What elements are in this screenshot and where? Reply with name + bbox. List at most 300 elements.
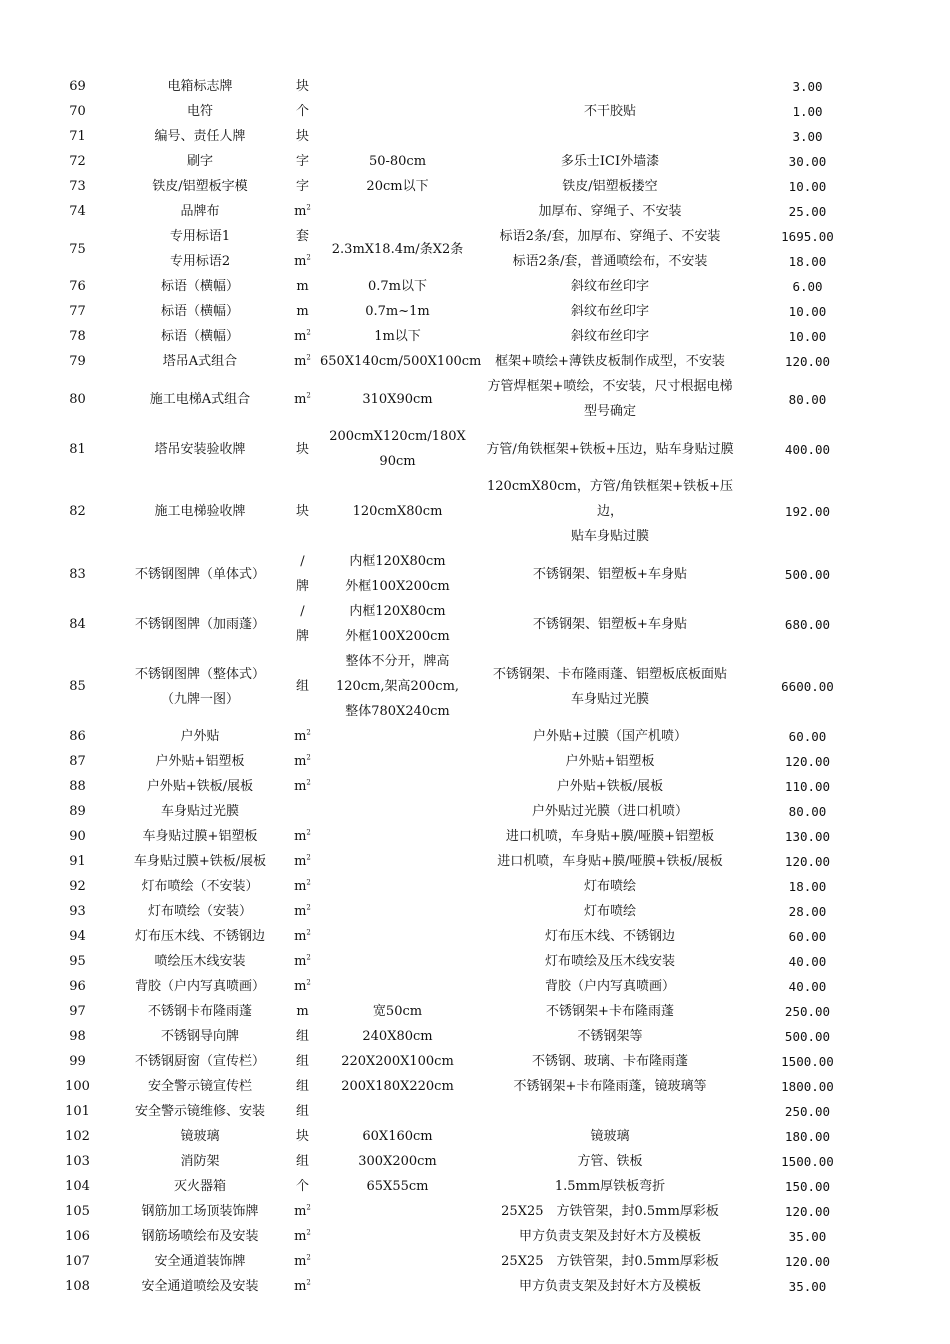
item-unit: $m^2$	[294, 878, 311, 894]
unit-superscript: 2	[306, 328, 311, 337]
item-description: 甲方负责支架及封好木方及模板	[518, 1229, 701, 1244]
item-unit: 字	[295, 179, 309, 194]
item-name: 喷绘压木线安装	[154, 954, 246, 969]
item-number: 69	[69, 79, 86, 94]
item-name: 不锈钢图牌（加雨蓬）	[134, 616, 265, 632]
item-unit: $m^2$	[294, 828, 311, 844]
item-number: 89	[69, 804, 86, 819]
item-name: 车身贴过膜+铝塑板	[142, 829, 258, 844]
table-row	[40, 1074, 870, 1099]
item-number: 107	[65, 1254, 90, 1269]
item-number: 101	[65, 1104, 90, 1119]
item-price: 10.00	[788, 304, 827, 319]
item-name: 塔吊A式组合	[162, 354, 238, 369]
item-number: 106	[65, 1229, 90, 1244]
table-row	[40, 1174, 870, 1199]
item-unit-line: /	[300, 604, 305, 619]
item-name-line: 不锈钢图牌（整体式）	[134, 666, 265, 682]
item-number: 73	[69, 179, 86, 194]
unit-superscript: 2	[306, 903, 311, 912]
item-spec	[320, 549, 475, 599]
item-description: 铁皮/铝塑板搂空	[562, 179, 658, 194]
item-description: 多乐士ICI外墙漆	[560, 154, 660, 169]
unit-superscript: 2	[306, 828, 311, 837]
table-row	[40, 649, 870, 724]
table-row	[40, 1124, 870, 1149]
item-description-line: 车身贴过光膜	[570, 691, 649, 707]
item-price: 6600.00	[781, 679, 834, 694]
item-number: 70	[69, 104, 86, 119]
item-number: 82	[69, 504, 86, 519]
item-description: 框架+喷绘+薄铁皮板制作成型，不安装	[495, 354, 725, 369]
item-name: 电箱标志牌	[167, 79, 233, 94]
item-description: 不干胶贴	[583, 104, 636, 119]
item-price: 680.00	[784, 616, 831, 632]
item-spec: 65X55cm	[366, 1179, 429, 1194]
item-price: 400.00	[784, 441, 831, 457]
item-spec-line: 外框100X200cm	[345, 629, 450, 644]
table-row	[40, 749, 870, 774]
item-spec: 60X160cm	[362, 1129, 433, 1144]
item-name: 钢筋场喷绘布及安装	[141, 1229, 259, 1244]
table-row	[40, 949, 870, 974]
item-price: 10.00	[788, 329, 827, 344]
item-name-line: 专用标语1	[169, 229, 231, 244]
item-price: 35.00	[788, 1229, 827, 1244]
unit-superscript: 2	[306, 953, 311, 962]
item-unit: m	[296, 1004, 309, 1019]
item-price: 25.00	[788, 204, 827, 219]
item-unit-line: 套	[295, 229, 309, 244]
item-unit: 组	[295, 1029, 309, 1044]
item-price: 80.00	[788, 804, 827, 819]
item-name: 刷字	[186, 154, 213, 169]
item-description-line: 标语2条/套，普通喷绘布，不安装	[512, 254, 708, 269]
item-spec: 20cm以下	[366, 179, 429, 194]
item-price: 120.00	[784, 754, 831, 769]
item-number: 100	[65, 1079, 90, 1094]
item-description: 灯布压木线、不锈钢边	[544, 929, 675, 944]
item-number: 95	[69, 954, 86, 969]
item-number: 80	[69, 391, 86, 407]
item-description: 灯布喷绘	[583, 904, 636, 919]
item-unit: $m^2$	[294, 928, 311, 944]
table-row	[40, 774, 870, 799]
item-name: 编号、责任人牌	[154, 129, 246, 144]
item-number: 79	[69, 354, 86, 369]
item-price: 40.00	[788, 954, 827, 969]
item-price: 120.00	[784, 854, 831, 869]
item-description: 不锈钢架等	[577, 1029, 643, 1044]
table-row	[40, 274, 870, 299]
item-unit: 块	[295, 1129, 309, 1144]
item-description-line: 贴车身贴过膜	[570, 529, 649, 544]
item-description	[475, 224, 745, 274]
item-price: 1500.00	[781, 1154, 834, 1169]
item-spec-line: 整体780X240cm	[345, 704, 450, 719]
table-row	[40, 1274, 870, 1299]
item-name: 安全通道喷绘及安装	[141, 1279, 259, 1294]
item-description: 斜纹布丝印字	[570, 279, 649, 294]
item-price: 28.00	[788, 904, 827, 919]
table-row	[40, 324, 870, 349]
item-price: 180.00	[784, 1129, 831, 1144]
item-spec: 50-80cm	[368, 154, 427, 169]
item-spec-line: 外框100X200cm	[345, 579, 450, 594]
item-spec-line: 90cm	[379, 454, 416, 469]
unit-superscript: 2	[306, 778, 311, 787]
item-spec	[320, 649, 475, 724]
table-row	[40, 149, 870, 174]
item-spec: 宽50cm	[372, 1004, 423, 1019]
item-spec: 200X180X220cm	[341, 1079, 454, 1094]
item-price: 130.00	[784, 829, 831, 844]
item-unit: $m^2$	[294, 353, 311, 369]
item-description: 不锈钢架+卡布隆雨蓬	[546, 1004, 674, 1019]
item-price: 60.00	[788, 929, 827, 944]
item-unit-line: $m^2$	[294, 253, 311, 269]
item-number: 74	[69, 204, 86, 219]
unit-superscript: 2	[306, 1253, 311, 1262]
item-name	[115, 224, 285, 274]
item-price: 120.00	[784, 1204, 831, 1219]
item-name: 钢筋加工场顶装饰牌	[141, 1204, 259, 1219]
table-row	[40, 349, 870, 374]
table-row	[40, 724, 870, 749]
item-price: 3.00	[792, 129, 823, 144]
item-price: 1500.00	[781, 1054, 834, 1069]
table-row	[40, 999, 870, 1024]
item-number: 108	[65, 1279, 90, 1294]
item-name: 电符	[186, 104, 213, 119]
item-unit-line: 牌	[295, 629, 309, 644]
item-number: 93	[69, 904, 86, 919]
table-row	[40, 1024, 870, 1049]
item-description-line: 120cmX80cm，方管/角铁框架+铁板+压边，	[487, 479, 733, 519]
item-price-line: 18.00	[788, 254, 827, 269]
item-unit: 组	[295, 1054, 309, 1069]
item-spec: 0.7m~1m	[365, 304, 430, 319]
item-number: 92	[69, 879, 86, 894]
table-row	[40, 74, 870, 99]
table-row	[40, 199, 870, 224]
unit-superscript: 2	[306, 203, 311, 212]
item-unit: m	[296, 279, 309, 294]
item-unit: 块	[295, 504, 309, 519]
table-row	[40, 1149, 870, 1174]
item-description	[475, 374, 745, 424]
item-description: 不锈钢架、铝塑板+车身贴	[533, 616, 687, 632]
item-spec-line: 内框120X80cm	[349, 604, 446, 619]
item-name: 车身贴过膜+铁板/展板	[133, 854, 267, 869]
item-spec-line: 120cm,架高200cm,	[335, 679, 460, 694]
item-unit: $m^2$	[294, 728, 311, 744]
item-number: 75	[69, 241, 86, 257]
item-unit: 组	[295, 1154, 309, 1169]
item-description: 方管/角铁框架+铁板+压边，贴车身贴过膜	[486, 441, 734, 457]
unit-superscript: 2	[306, 1203, 311, 1212]
item-price: 80.00	[788, 391, 827, 407]
item-description: 加厚布、穿绳子、不安装	[538, 204, 682, 219]
item-unit-line: 牌	[295, 579, 309, 594]
item-name: 不锈钢图牌（单体式）	[134, 566, 265, 582]
item-number: 96	[69, 979, 86, 994]
item-price-line: 1695.00	[781, 229, 834, 244]
item-number: 77	[69, 304, 86, 319]
item-price: 1.00	[792, 104, 823, 119]
item-price: 40.00	[788, 979, 827, 994]
table-row	[40, 124, 870, 149]
item-spec: 220X200X100cm	[341, 1054, 454, 1069]
table-row	[40, 174, 870, 199]
item-description: 不锈钢架、铝塑板+车身贴	[533, 566, 687, 582]
item-description: 灯布喷绘	[583, 879, 636, 894]
item-name	[115, 662, 285, 712]
item-price: 250.00	[784, 1104, 831, 1119]
item-price: 150.00	[784, 1179, 831, 1194]
item-name: 灯布喷绘（安装）	[147, 904, 252, 919]
unit-superscript: 2	[306, 728, 311, 737]
table-row	[40, 224, 870, 274]
item-unit	[285, 549, 320, 599]
item-description: 灯布喷绘及压木线安装	[544, 954, 675, 969]
item-spec	[320, 424, 475, 474]
item-description: 25X25 方铁管架，封0.5mm厚彩板	[501, 1204, 719, 1219]
item-number: 83	[69, 566, 86, 582]
unit-superscript: 2	[306, 1228, 311, 1237]
item-description-line: 方管焊框架+喷绘，不安装，尺寸根据电梯	[487, 379, 733, 394]
table-row	[40, 474, 870, 549]
item-unit: $m^2$	[294, 328, 311, 344]
item-spec: 240X80cm	[362, 1029, 433, 1044]
item-name-line: 专用标语2	[169, 254, 231, 269]
item-number: 90	[69, 829, 86, 844]
item-description-line: 不锈钢架、卡布隆雨蓬、铝塑板底板面贴	[492, 666, 727, 682]
item-unit: $m^2$	[294, 1278, 311, 1294]
unit-superscript: 2	[306, 878, 311, 887]
unit-superscript: 2	[306, 1278, 311, 1287]
item-unit: 块	[295, 441, 309, 457]
unit-superscript: 2	[306, 853, 311, 862]
unit-superscript: 2	[306, 253, 311, 262]
item-description: 进口机喷，车身贴+膜/哑膜+铁板/展板	[497, 854, 723, 869]
table-row	[40, 299, 870, 324]
table-row	[40, 799, 870, 824]
item-unit: $m^2$	[294, 903, 311, 919]
item-price: 500.00	[784, 1029, 831, 1044]
item-unit: $m^2$	[294, 1228, 311, 1244]
item-name: 灯布压木线、不锈钢边	[134, 929, 265, 944]
table-row	[40, 99, 870, 124]
item-spec: 0.7m以下	[367, 279, 427, 294]
table-row	[40, 824, 870, 849]
table-row	[40, 599, 870, 649]
item-name: 户外贴+铝塑板	[155, 754, 245, 769]
item-price: 6.00	[792, 279, 823, 294]
item-unit: 个	[295, 104, 309, 119]
item-spec	[320, 599, 475, 649]
item-spec-line: 内框120X80cm	[349, 554, 446, 569]
item-name: 品牌布	[180, 204, 220, 219]
item-unit: $m^2$	[294, 953, 311, 969]
table-row	[40, 974, 870, 999]
item-name: 安全警示镜宣传栏	[147, 1079, 252, 1094]
table-row	[40, 924, 870, 949]
item-number: 99	[69, 1054, 86, 1069]
item-name: 户外贴	[180, 729, 220, 744]
item-price: 30.00	[788, 154, 827, 169]
item-name: 灯布喷绘（不安装）	[141, 879, 259, 894]
item-number: 78	[69, 329, 86, 344]
item-unit: 组	[295, 1104, 309, 1119]
item-number: 76	[69, 279, 86, 294]
table-row	[40, 874, 870, 899]
item-unit: $m^2$	[294, 853, 311, 869]
item-unit: $m^2$	[294, 391, 311, 407]
table-row	[40, 1224, 870, 1249]
item-number: 103	[65, 1154, 90, 1169]
item-description: 1.5mm厚铁板弯折	[554, 1179, 666, 1194]
item-number: 91	[69, 854, 86, 869]
table-row	[40, 1199, 870, 1224]
item-unit: 组	[295, 679, 309, 694]
item-number: 98	[69, 1029, 86, 1044]
unit-superscript: 2	[306, 928, 311, 937]
item-number: 81	[69, 441, 86, 457]
table-row	[40, 1099, 870, 1124]
item-name: 不锈钢卡布隆雨蓬	[147, 1004, 252, 1019]
item-price: 120.00	[784, 1254, 831, 1269]
item-name: 镜玻璃	[180, 1129, 220, 1144]
item-description: 户外贴过光膜（进口机喷）	[531, 804, 688, 819]
table-row	[40, 424, 870, 474]
item-number: 72	[69, 154, 86, 169]
item-number: 88	[69, 779, 86, 794]
item-price: 500.00	[784, 566, 831, 582]
item-price: 35.00	[788, 1279, 827, 1294]
item-unit	[285, 224, 320, 274]
item-number: 85	[69, 679, 86, 694]
item-unit: $m^2$	[294, 203, 311, 219]
item-unit: 字	[295, 154, 309, 169]
item-unit: m	[296, 304, 309, 319]
item-description: 不锈钢、玻璃、卡布隆雨蓬	[531, 1054, 688, 1069]
item-number: 104	[65, 1179, 90, 1194]
table-row	[40, 1249, 870, 1274]
item-description	[475, 474, 745, 549]
item-unit: $m^2$	[294, 1203, 311, 1219]
item-unit: 块	[295, 79, 309, 94]
item-description: 镜玻璃	[590, 1129, 630, 1144]
item-spec: 650X140cm/500X100cm	[320, 354, 482, 369]
item-unit	[285, 599, 320, 649]
unit-superscript: 2	[306, 391, 311, 400]
item-unit: $m^2$	[294, 978, 311, 994]
unit-superscript: 2	[306, 978, 311, 987]
item-name: 铁皮/铝塑板字模	[152, 179, 248, 194]
item-price: 60.00	[788, 729, 827, 744]
item-spec: 300X200cm	[358, 1154, 437, 1169]
table-row	[40, 899, 870, 924]
item-unit: $m^2$	[294, 778, 311, 794]
item-name: 安全通道装饰牌	[154, 1254, 246, 1269]
item-number: 102	[65, 1129, 90, 1144]
item-description-line: 标语2条/套，加厚布、穿绳子、不安装	[499, 229, 721, 244]
item-name: 安全警示镜维修、安装	[134, 1104, 265, 1119]
item-unit: 组	[295, 1079, 309, 1094]
item-name: 消防架	[180, 1154, 220, 1169]
item-price: 18.00	[788, 879, 827, 894]
item-price: 1800.00	[781, 1079, 834, 1094]
item-spec-line: 整体不分开，牌高	[345, 654, 450, 669]
item-name: 标语（横幅）	[160, 329, 239, 344]
item-name: 车身贴过光膜	[160, 804, 239, 819]
item-number: 87	[69, 754, 86, 769]
item-name: 施工电梯验收牌	[154, 504, 246, 519]
item-number: 94	[69, 929, 86, 944]
item-description: 甲方负责支架及封好木方及模板	[518, 1279, 701, 1294]
item-unit: $m^2$	[294, 1253, 311, 1269]
item-price	[745, 224, 870, 274]
item-description: 斜纹布丝印字	[570, 329, 649, 344]
item-price: 3.00	[792, 79, 823, 94]
item-number: 71	[69, 129, 86, 144]
table-row	[40, 1049, 870, 1074]
item-name: 不锈钢厨窗（宣传栏）	[134, 1054, 265, 1069]
item-description: 方管、铁板	[577, 1154, 643, 1169]
table-row	[40, 849, 870, 874]
item-price: 192.00	[784, 504, 831, 519]
item-description: 户外贴+铝塑板	[565, 754, 655, 769]
item-name: 标语（横幅）	[160, 304, 239, 319]
item-spec: 1m以下	[374, 329, 421, 344]
item-name: 户外贴+铁板/展板	[146, 779, 254, 794]
item-description: 背胶（户内写真喷画）	[544, 979, 675, 994]
item-description: 户外贴+铁板/展板	[556, 779, 664, 794]
item-spec-line: 200cmX120cm/180X	[329, 429, 466, 444]
item-name: 背胶（户内写真喷画）	[134, 979, 265, 994]
item-price: 250.00	[784, 1004, 831, 1019]
item-description: 户外贴+过膜（国产机喷）	[533, 729, 687, 744]
item-number: 97	[69, 1004, 86, 1019]
item-description: 不锈钢架+卡布隆雨蓬，镜玻璃等	[513, 1079, 707, 1094]
table-row	[40, 549, 870, 599]
item-name-line: （九牌一图）	[160, 691, 239, 707]
item-description	[475, 662, 745, 712]
item-name: 塔吊安装验收牌	[154, 441, 246, 457]
item-description: 25X25 方铁管架，封0.5mm厚彩板	[501, 1254, 719, 1269]
unit-superscript: 2	[306, 353, 311, 362]
item-name: 灭火器箱	[173, 1179, 226, 1194]
table-row	[40, 374, 870, 424]
item-unit: 个	[295, 1179, 309, 1194]
item-number: 84	[69, 616, 86, 632]
unit-superscript: 2	[306, 753, 311, 762]
item-unit: 块	[295, 129, 309, 144]
item-spec: 2.3mX18.4m/条X2条	[331, 241, 464, 257]
item-price: 120.00	[784, 354, 831, 369]
item-description-line: 型号确定	[583, 404, 636, 419]
item-name: 标语（横幅）	[160, 279, 239, 294]
item-price: 10.00	[788, 179, 827, 194]
item-number: 86	[69, 729, 86, 744]
item-description: 斜纹布丝印字	[570, 304, 649, 319]
item-spec: 120cmX80cm	[352, 504, 443, 519]
item-price: 110.00	[784, 779, 831, 794]
item-unit-line: /	[300, 554, 305, 569]
item-spec: 310X90cm	[362, 391, 433, 407]
item-name: 施工电梯A式组合	[149, 391, 251, 407]
